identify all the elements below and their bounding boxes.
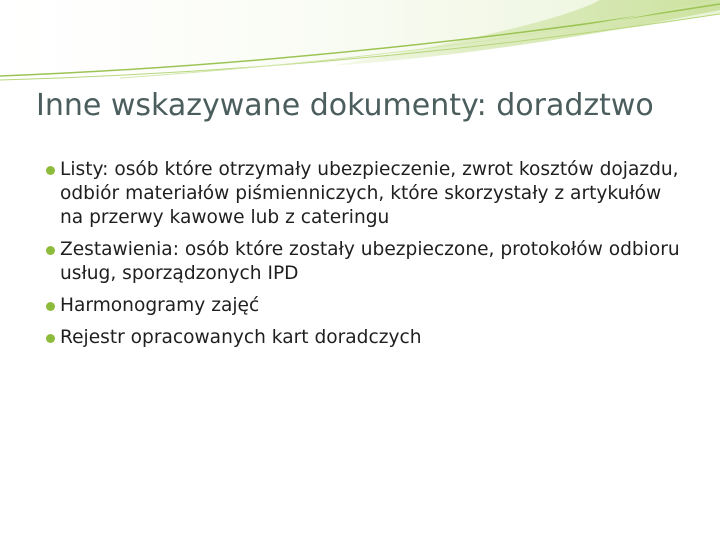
bullet-dot-icon [46, 246, 55, 255]
list-item [46, 326, 686, 350]
bullet-dot-icon [46, 302, 55, 311]
bullet-text: Zestawienia: osób które zostały ubezpieczone, protokołów odbioru usług, sporządzonych IPD [60, 239, 680, 284]
bullet-dot-icon [46, 334, 55, 343]
bullet-text: Harmonogramy zajęć [60, 295, 260, 316]
bullet-dot-icon [46, 166, 55, 175]
list-item [46, 294, 686, 318]
slide-title: Inne wskazywane dokumenty: doradztwo [36, 88, 654, 123]
list-item [46, 238, 686, 286]
bullet-list [46, 158, 686, 358]
bullet-text: Listy: osób które otrzymały ubezpieczenie, zwrot kosztów dojazdu, odbiór materiałów piśmienniczych, które skorzystały z artykułów na przerwy kawowe lub z cateringu [60, 159, 679, 228]
list-item [46, 158, 686, 230]
header-wave-decoration [0, 0, 720, 90]
bullet-text: Rejestr opracowanych kart doradczych [60, 327, 422, 348]
